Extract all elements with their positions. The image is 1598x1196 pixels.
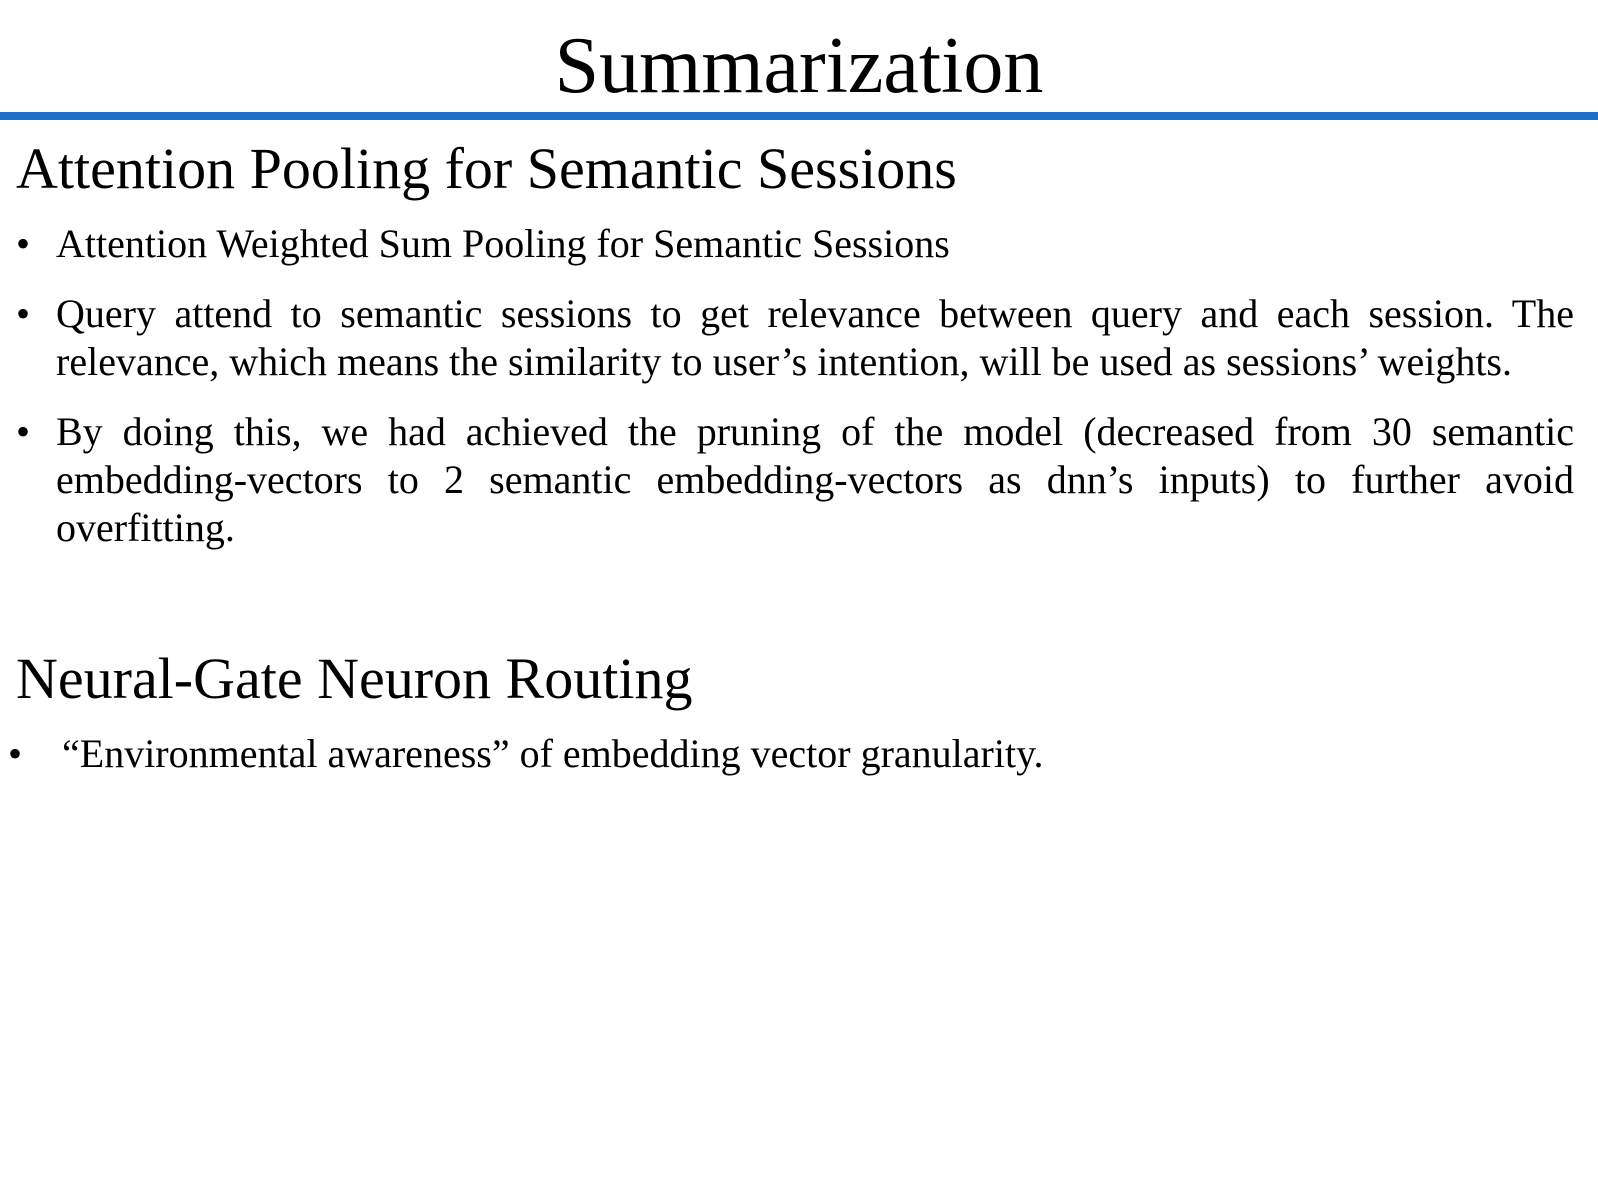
bullet-dot-icon: •	[8, 731, 23, 776]
bullet-item	[0, 220, 1574, 268]
section-heading-attention-pooling: Attention Pooling for Semantic Sessions	[16, 136, 957, 201]
bullet-dot-icon: •	[16, 291, 31, 336]
attention-pooling-bullet-list	[0, 220, 1574, 552]
bullet-item	[0, 730, 1574, 778]
bullet-dot-icon: •	[16, 221, 31, 266]
bullet-text: By doing this, we had achieved the pruning of the model (decreased from 30 semantic embedding-vectors to 2 semantic embedding-vectors as dnn’s inputs) to further avoid overfitting.	[56, 409, 1574, 550]
bullet-text: Attention Weighted Sum Pooling for Semantic Sessions	[56, 221, 950, 266]
neural-gate-bullet-list	[0, 730, 1574, 778]
bullet-text: Query attend to semantic sessions to get relevance between query and each session. The relevance, which means the similarity to user’s intention, will be used as sessions’ weights.	[56, 291, 1574, 384]
section-heading-neural-gate: Neural-Gate Neuron Routing	[16, 646, 693, 711]
bullet-dot-icon: •	[16, 409, 31, 454]
bullet-text: “Environmental awareness” of embedding vector granularity.	[62, 731, 1044, 776]
bullet-item	[0, 290, 1574, 386]
title-divider	[0, 112, 1598, 120]
bullet-item	[0, 408, 1574, 552]
slide-title: Summarization	[554, 22, 1044, 110]
